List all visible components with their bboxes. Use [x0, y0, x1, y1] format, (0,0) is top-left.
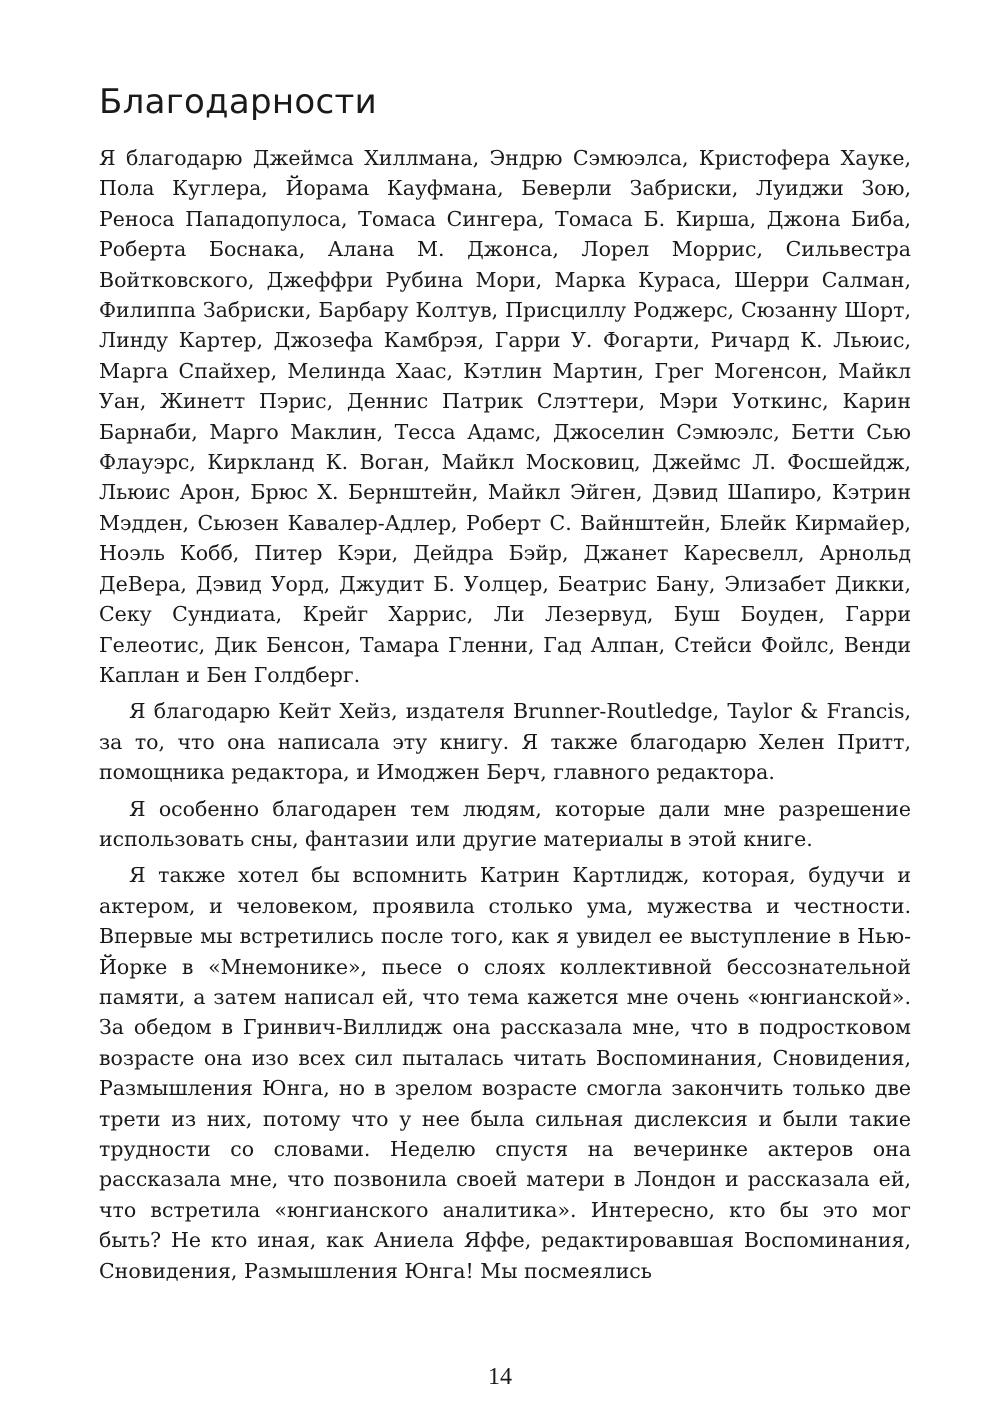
page-content — [99, 78, 911, 1286]
page-number: 14 — [488, 1364, 512, 1390]
page-title: Благодарности — [99, 82, 378, 122]
paragraph-cartlidge-memory: Я также хотел бы вспомнить Катрин Картлидж, которая, будучи и актером, и человеком, проявила столько ума, мужества и честности. Впервые мы встретились после того, как я увидел ее выступление в Нью-Йорке в «Мнемонике», пьесе о слоях коллективной бессознательной памяти, а затем написал ей, что тема кажется мне очень «юнгианской». За обедом в Гринвич-Виллидж она рассказала мне, что в подростковом возрасте она изо всех сил пыталась читать Воспоминания, Сновидения, Размышления Юнга, но в зрелом возрасте смогла закончить только две трети из них, потому что у нее была сильная дислексия и были такие трудности со словами. Неделю спустя на вечеринке актеров она рассказала мне, что позвонила своей матери в Лондон и рассказала ей, что встретила «юнгианского аналитика». Интересно, кто бы это мог быть? Не кто иная, как Аниела Яффе, редактировавшая Воспоминания, Сновидения, Размышления Юнга! Мы посмеялись — [99, 863, 911, 1283]
paragraph-acknowledged-names: Я благодарю Джеймса Хиллмана, Эндрю Сэмюэлса, Кристофера Хауке, Пола Куглера, Йорама Кауфмана, Беверли Забриски, Луиджи Зою, Реноса Пападопулоса, Томаса Сингера, Томаса Б. Кирша, Джона Биба, Роберта Боснака, Алана М. Джонса, Лорел Моррис, Сильвестра Войтковского, Джеффри Рубина Мори, Марка Кураса, Шерри Салман, Филиппа Забриски, Барбару Колтув, Присциллу Роджерс, Сюзанну Шорт, Линду Картер, Джозефа Камбрэя, Гарри У. Фогарти, Ричард К. Льюис, Марга Спайхер, Мелинда Хаас, Кэтлин Мартин, Грег Могенсон, Майкл Уан, Жинетт Пэрис, Деннис Патрик Слэттери, Мэри Уоткинс, Карин Барнаби, Марго Маклин, Тесса Адамс, Джоселин Сэмюэлс, Бетти Сью Флауэрс, Киркланд К. Воган, Майкл Московиц, Джеймс Л. Фосшейдж, Льюис Арон, Брюс Х. Бернштейн, Майкл Эйген, Дэвид Шапиро, Кэтрин Мэдден, Сьюзен Кавалер-Адлер, Роберт С. Вайнштейн, Блейк Кирмайер, Ноэль Кобб, Питер Кэри, Дейдра Бэйр, Джанет Каресвелл, Арнольд ДеВера, Дэвид Уорд, Джудит Б. Уолцер, Беатрис Бану, Элизабет Дикки, Секу Сундиата, Крейг Харрис, Ли Лезервуд, Буш Боуден, Гарри Гелеотис, Дик Бенсон, Тамара Гленни, Гад Алпан, Стейси Фойлс, Венди Каплан и Бен Голдберг. — [99, 146, 911, 687]
paragraph-permission-thanks: Я особенно благодарен тем людям, которые дали мне разрешение использовать сны, фантазии или другие материалы в этой книге. — [99, 796, 911, 851]
body-text — [99, 143, 911, 1286]
paragraph-publisher-thanks: Я благодарю Кейт Хейз, издателя Brunner-Routledge, Taylor & Francis, за то, что она написала эту книгу. Я также благодарю Хелен Притт, помощника редактора, и Имоджен Берч, главного редактора. — [99, 699, 911, 785]
